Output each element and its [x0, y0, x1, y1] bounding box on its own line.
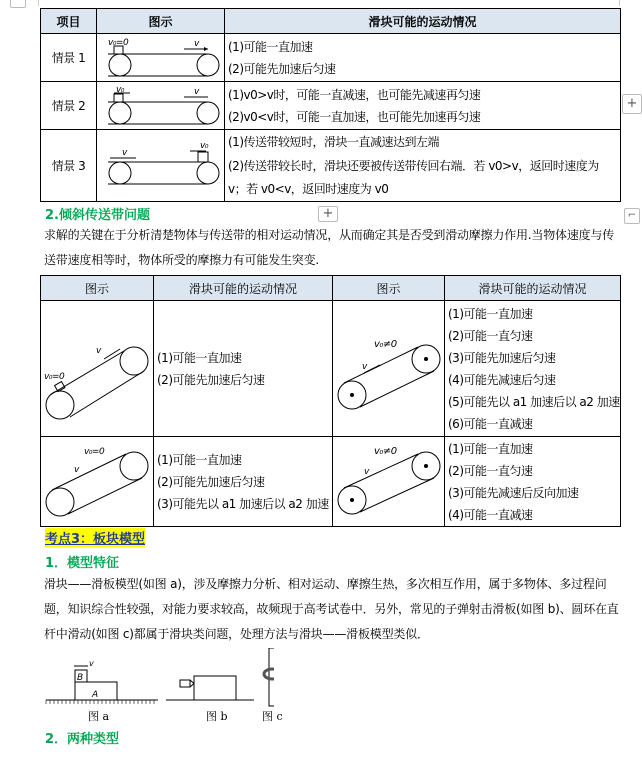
- diagram-incline-down: [333, 301, 445, 437]
- paragraph: 求解的关键在于分析清楚物体与传送带的相对运动情况，从而确定其是否受到滑动摩擦力作用.当物体速度与传送带速度相等时，物体所受的摩擦力有可能发生突变.: [44, 228, 615, 267]
- motion-text: (3)可能先减速后反向加速: [448, 485, 579, 500]
- figure-caption: 图 c: [262, 710, 283, 723]
- diagram-incline-up-2: [41, 437, 154, 527]
- svg-text:v: v: [89, 659, 94, 668]
- motion-text: (1)v0>v时，可能一直减速，也可能先减速再匀速: [228, 87, 481, 102]
- inclined-conveyor-table: [40, 275, 621, 527]
- diagram-flat-3: [97, 130, 225, 202]
- section-title: 考点3：板块模型: [45, 528, 145, 547]
- subheading: 2．两种类型: [45, 732, 120, 747]
- motion-text: (2)可能一直匀速: [448, 463, 533, 478]
- svg-text:v₀=0: v₀=0: [44, 371, 65, 382]
- subheading: 1．模型特征: [45, 556, 120, 571]
- svg-text:v₀=0: v₀=0: [84, 446, 105, 457]
- header: 滑块可能的运动情况: [445, 276, 621, 301]
- add-row-button[interactable]: +: [622, 94, 642, 114]
- motion-text: (3)可能先以 a1 加速后以 a2 加速: [157, 496, 329, 511]
- svg-text:v: v: [96, 345, 101, 356]
- header: 滑块可能的运动情况: [154, 276, 333, 301]
- motion-text: (2)可能先加速后匀速: [157, 474, 265, 489]
- motion-text: (2)可能先加速后匀速: [157, 372, 265, 387]
- motion-text: (1)可能一直加速: [228, 39, 313, 54]
- diagram-flat-1: [97, 34, 225, 82]
- header: 项目: [41, 9, 97, 34]
- motion-text: (5)可能先以 a1 加速后以 a2 加速: [448, 394, 620, 409]
- svg-text:v₀: v₀: [116, 84, 124, 95]
- motion-text: (2)传送带较长时，滑块还要被传送带传回右端．若 v0>v，返回时速度为: [228, 158, 599, 173]
- svg-text:v₀≠0: v₀≠0: [374, 338, 397, 350]
- row-label: 情景 1: [41, 34, 97, 82]
- motion-text: (2)v0<v时，可能一直加速，也可能先加速再匀速: [228, 109, 481, 124]
- motion-text: (1)可能一直加速: [157, 452, 242, 467]
- svg-text:v: v: [364, 466, 369, 477]
- figure-caption: 图 b: [206, 710, 228, 723]
- svg-text:v: v: [194, 38, 199, 49]
- page-edge: [38, 0, 620, 6]
- svg-text:v: v: [122, 147, 127, 158]
- motion-text: (1)传送带较短时，滑块一直减速达到左端: [228, 134, 439, 149]
- handle-button[interactable]: [10, 0, 26, 8]
- svg-text:v: v: [194, 86, 199, 97]
- flat-conveyor-table: [40, 8, 621, 202]
- diagram-flat-2: [97, 82, 225, 130]
- row-label: 情景 3: [41, 130, 97, 202]
- motion-text: (2)可能先加速后匀速: [228, 61, 336, 76]
- header: 滑块可能的运动情况: [225, 9, 621, 34]
- figure-caption: 图 a: [88, 710, 110, 723]
- header: 图示: [97, 9, 225, 34]
- svg-text:v₀: v₀: [200, 140, 208, 151]
- resize-handle[interactable]: ⌐: [624, 208, 640, 224]
- motion-text: (1)可能一直加速: [448, 441, 533, 456]
- row-label: 情景 2: [41, 82, 97, 130]
- svg-text:v: v: [362, 361, 367, 372]
- diagram-incline-down-2: [333, 437, 445, 527]
- motion-text: (4)可能先减速后匀速: [448, 372, 556, 387]
- motion-text: (1)可能一直加速: [448, 306, 533, 321]
- svg-text:B: B: [77, 673, 84, 683]
- motion-text: (2)可能一直匀速: [448, 328, 533, 343]
- header: 图示: [333, 276, 445, 301]
- motion-text: v；若 v0<v，返回时速度为 v0: [228, 181, 389, 196]
- svg-text:v: v: [74, 464, 79, 475]
- motion-text: (3)可能先加速后匀速: [448, 350, 556, 365]
- diagram-incline-up: [41, 301, 154, 437]
- paragraph: 滑块——滑板模型(如图 a)，涉及摩擦力分析、相对运动、摩擦生热，多次相互作用，属于多物体、多过程问题，知识综合性较强，对能力要求较高，故频现于高考试卷中．另外，常见的子弹射击滑板(如图 b)、圆环在直杆中滑动(如图 c)都属于滑块类问题，处理方法与滑块——滑板模型类似．: [44, 577, 619, 641]
- model-figures: [44, 648, 274, 708]
- svg-text:v₀≠0: v₀≠0: [374, 445, 397, 457]
- svg-text:v₀=0: v₀=0: [108, 37, 129, 48]
- motion-text: (1)可能一直加速: [157, 350, 242, 365]
- header: 图示: [41, 276, 154, 301]
- svg-text:A: A: [92, 690, 99, 700]
- add-column-button[interactable]: +: [318, 206, 338, 222]
- motion-text: (4)可能一直减速: [448, 507, 533, 522]
- motion-text: (6)可能一直减速: [448, 416, 533, 431]
- section-heading: 2.倾斜传送带问题: [45, 208, 150, 223]
